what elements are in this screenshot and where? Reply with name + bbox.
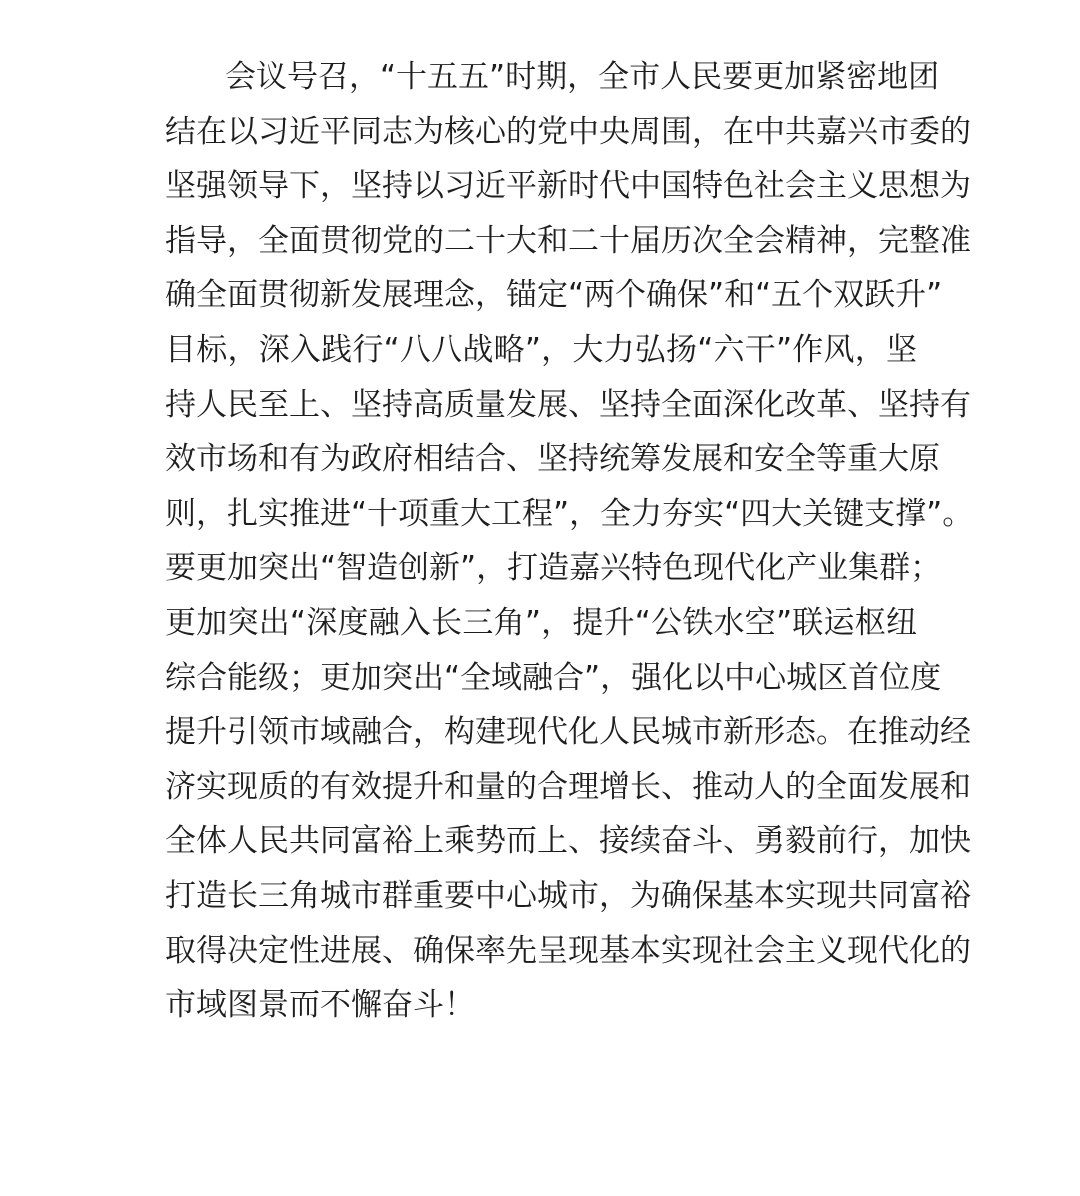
paragraph-line-2: 结在以习近平同志为核心的党中央周围，在中共嘉兴市委的 [165, 113, 971, 150]
paragraph-line-4: 指导，全面贯彻党的二十大和二十届历次全会精神，完整准 [165, 222, 971, 259]
paragraph-line-1: 会议号召，“十五五”时期，全市人民要更加紧密地团 [225, 59, 940, 95]
paragraph-line-10: 要更加突出“智造创新”，打造嘉兴特色现代化产业集群； [165, 550, 942, 587]
paragraph-line-8: 效市场和有为政府相结合、坚持统筹发展和安全等重大原 [165, 441, 940, 478]
paragraph-line-12: 综合能级；更加突出“全域融合”，强化以中心城区首位度 [165, 659, 942, 696]
paragraph-line-15: 全体人民共同富裕上乘势而上、接续奋斗、勇毅前行，加快 [165, 823, 971, 860]
paragraph-line-6: 目标，深入践行“八八战略”，大力弘扬“六干”作风，坚 [165, 331, 917, 368]
paragraph-line-18: 市域图景而不懈奋斗！ [165, 987, 475, 1024]
paragraph-line-7: 持人民至上、坚持高质量发展、坚持全面深化改革、坚持有 [165, 386, 971, 423]
paragraph-line-16: 打造长三角城市群重要中心城市，为确保基本实现共同富裕 [165, 877, 971, 914]
paragraph-line-13: 提升引领市域融合，构建现代化人民城市新形态。在推动经 [165, 714, 971, 751]
paragraph-line-5: 确全面贯彻新发展理念，锚定“两个确保”和“五个双跃升” [165, 277, 943, 314]
paragraph-line-14: 济实现质的有效提升和量的合理增长、推动人的全面发展和 [165, 768, 971, 805]
paragraph-line-11: 更加突出“深度融入长三角”，提升“公铁水空”联运枢纽 [165, 604, 917, 641]
paragraph-line-3: 坚强领导下，坚持以习近平新时代中国特色社会主义思想为 [165, 168, 971, 205]
paragraph-line-9: 则，扎实推进“十项重大工程”，全力夯实“四大关键支撑”。 [165, 495, 974, 532]
paragraph-line-17: 取得决定性进展、确保率先呈现基本实现社会主义现代化的 [165, 932, 971, 969]
paragraph [165, 50, 974, 1033]
